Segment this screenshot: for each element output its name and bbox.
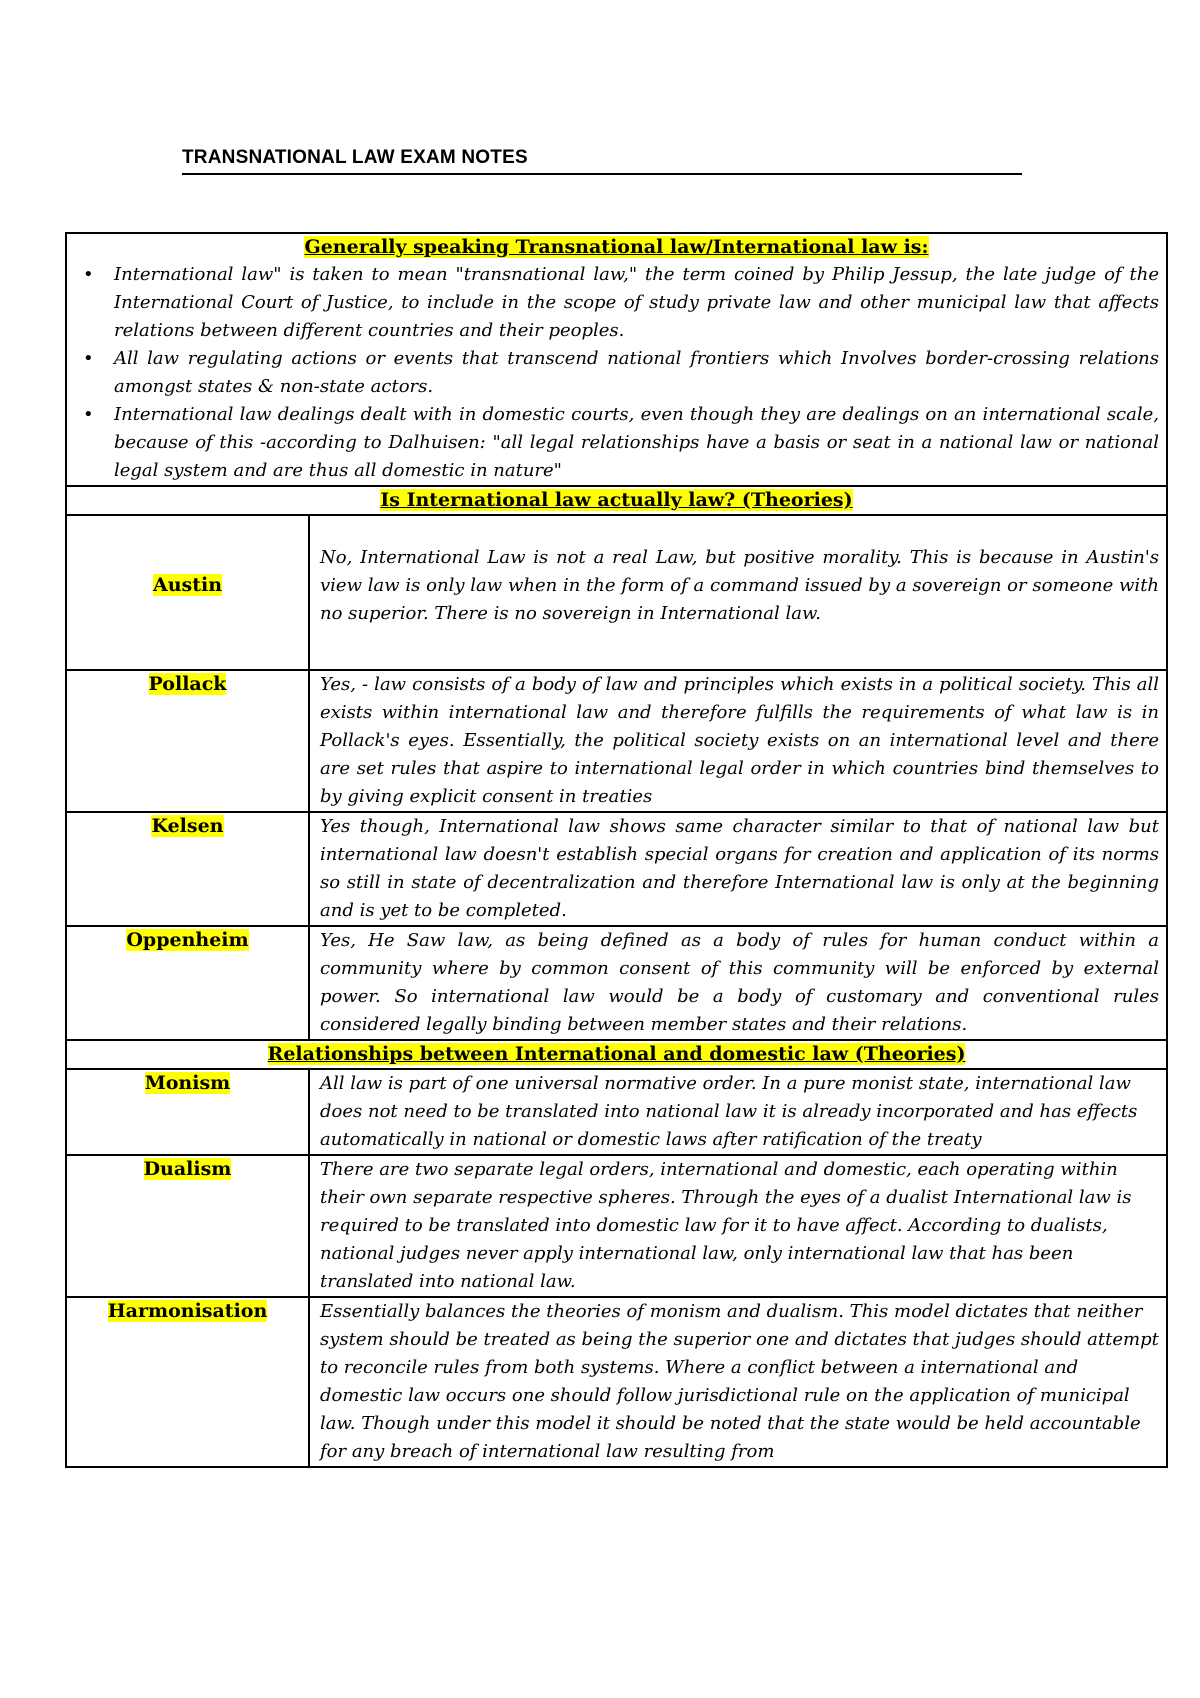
bullet-icon: • [83,348,94,369]
theorist-name-cell: Kelsen [66,812,309,926]
relationship-row-monism [66,1069,1167,1155]
theorist-name-cell: Pollack [66,670,309,812]
theorist-name-cell: Oppenheim [66,926,309,1040]
section-heading-general: Generally speaking Transnational law/International law is: [304,236,929,258]
notes-table [65,232,1168,1468]
relationship-text: There are two separate legal orders, international and domestic, each operating within their own separate respective spheres. Through the eyes of a dualist International law is required to be translated into domestic law for it to have affect. According to dualists, national judges never apply international law, only international law that has been translated into national law. [309,1155,1167,1297]
section-heading-relationships: Relationships between International and domestic law (Theories) [66,1040,1167,1069]
definition-bullet: • International law dealings dealt with in domestic courts, even though they are dealings on an international scale, because of this -according to Dalhuisen: "all legal relationships have a basis or seat in a national law or national legal system and are thus all domestic in nature" [114,401,1159,485]
relationship-text: All law is part of one universal normative order. In a pure monist state, international law does not need to be translated into national law it is already incorporated and has effects automatically in national or domestic laws after ratification of the treaty [309,1069,1167,1155]
theory-row-austin [66,515,1167,670]
bullet-icon: • [83,404,94,425]
definition-bullet: • All law regulating actions or events that transcend national frontiers which Involves border-crossing relations amongst states & non-state actors. [114,345,1159,401]
section-general-cell [66,233,1167,486]
section-theories-heading-row [66,486,1167,515]
relationship-row-dualism [66,1155,1167,1297]
definition-bullet: • International law" is taken to mean "transnational law," the term coined by Philip Jessup, the late judge of the International Court of Justice, to include in the scope of study private law and other municipal law that affects relations between different countries and their peoples. [114,261,1159,345]
theory-name-cell: Monism [66,1069,309,1155]
theory-row-kelsen [66,812,1167,926]
theory-text: Yes, - law consists of a body of law and principles which exists in a political society. This all exists within international law and therefore fulfills the requirements of what law is in Pollack's eyes. Essentially, the political society exists on an international level and there are set rules that aspire to international legal order in which countries bind themselves to by giving explicit consent in treaties [309,670,1167,812]
theory-text: Yes though, International law shows same character similar to that of national law but international law doesn't establish special organs for creation and application of its norms so still in state of decentralization and therefore International law is only at the beginning and is yet to be completed. [309,812,1167,926]
section-general-row [66,233,1167,486]
definition-bullet-list [74,261,1159,485]
theory-text: Yes, He Saw law, as being defined as a body of rules for human conduct within a community where by common consent of this community will be enforced by external power. So international law would be a body of customary and conventional rules considered legally binding between member states and their relations. [309,926,1167,1040]
theorist-name-cell: Austin [66,515,309,670]
theory-text: No, International Law is not a real Law, but positive morality. This is because in Austin's view law is only law when in the form of a command issued by a sovereign or someone with no superior. There is no sovereign in International law. [309,515,1167,670]
theory-name-cell: Harmonisation [66,1297,309,1467]
theory-name-cell: Dualism [66,1155,309,1297]
theory-row-pollack [66,670,1167,812]
relationship-text: Essentially balances the theories of monism and dualism. This model dictates that neither system should be treated as being the superior one and dictates that judges should attempt to reconcile rules from both systems. Where a conflict between a international and domestic law occurs one should follow jurisdictional rule on the application of municipal law. Though under this model it should be noted that the state would be held accountable for any breach of international law resulting from [309,1297,1167,1467]
relationship-row-harmonisation [66,1297,1167,1467]
theory-row-oppenheim [66,926,1167,1040]
section-relationships-heading-row [66,1040,1167,1069]
bullet-icon: • [83,264,94,285]
section-heading-theories: Is International law actually law? (Theories) [66,486,1167,515]
document-title: TRANSNATIONAL LAW EXAM NOTES [182,147,1022,175]
